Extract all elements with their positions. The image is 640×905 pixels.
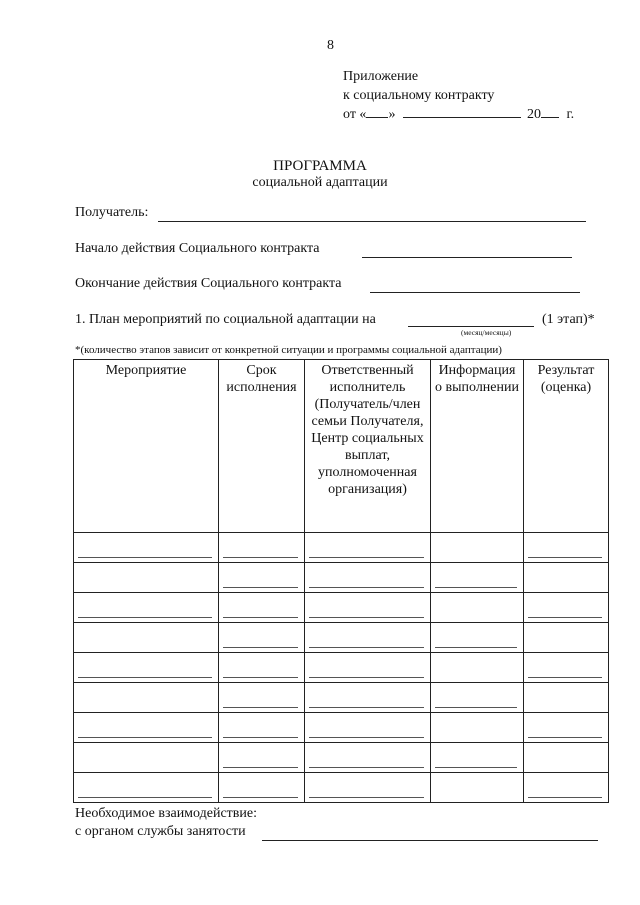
cell-underline	[78, 557, 212, 558]
table-row	[74, 533, 609, 563]
table-cell	[431, 533, 524, 563]
table-cell	[305, 623, 431, 653]
cell-underline	[528, 557, 602, 558]
cell-underline	[223, 617, 298, 618]
appendix-line-1: Приложение	[343, 69, 419, 84]
table-cell	[219, 623, 305, 653]
table-row	[74, 743, 609, 773]
table-cell	[305, 593, 431, 623]
table-cell	[219, 653, 305, 683]
table-cell	[219, 683, 305, 713]
table-cell	[219, 533, 305, 563]
table-row	[74, 683, 609, 713]
plan-label: 1. План мероприятий по социальной адаптации на	[75, 312, 376, 327]
table-cell	[431, 623, 524, 653]
table-cell	[74, 713, 219, 743]
table-cell	[305, 563, 431, 593]
footnote: *(количество этапов зависит от конкретной ситуации и программы социальной адаптации)	[75, 344, 502, 356]
cell-underline	[309, 557, 424, 558]
table-cell	[524, 563, 609, 593]
table-cell	[305, 683, 431, 713]
cell-underline	[223, 707, 298, 708]
employment-label: с органом службы занятости	[75, 824, 246, 839]
table-cell	[305, 653, 431, 683]
table-cell	[431, 773, 524, 803]
table-cell	[524, 683, 609, 713]
table-cell	[524, 653, 609, 683]
table-cell	[219, 563, 305, 593]
table-row	[74, 773, 609, 803]
table-cell	[431, 593, 524, 623]
table-cell	[74, 653, 219, 683]
cell-underline	[78, 677, 212, 678]
table-cell	[524, 743, 609, 773]
cell-underline	[223, 737, 298, 738]
page-number: 8	[327, 38, 334, 53]
cell-underline	[309, 587, 424, 588]
cell-underline	[78, 617, 212, 618]
header-responsible: Ответственный исполнитель (Получатель/член семьи Получателя, Центр социальных выплат, уполномоченная организация)	[305, 360, 431, 533]
cell-underline	[435, 647, 517, 648]
start-label: Начало действия Социального контракта	[75, 241, 320, 256]
recipient-label: Получатель:	[75, 205, 149, 220]
employment-line	[262, 840, 598, 841]
cell-underline	[435, 767, 517, 768]
appendix-line-2: к социальному контракту	[343, 88, 495, 103]
cell-underline	[309, 647, 424, 648]
appendix-date-suffix: г.	[566, 107, 575, 122]
start-line	[362, 257, 572, 258]
plan-period-line	[408, 326, 534, 327]
table-cell	[431, 683, 524, 713]
appendix-date-line	[343, 107, 574, 123]
table-cell	[74, 743, 219, 773]
appendix-date-quote: »	[388, 107, 396, 122]
table-cell	[74, 683, 219, 713]
table-cell	[74, 563, 219, 593]
table-row	[74, 713, 609, 743]
cell-underline	[309, 707, 424, 708]
plan-period-caption: (месяц/месяцы)	[461, 328, 512, 337]
header-activity: Мероприятие	[74, 360, 219, 533]
cell-underline	[528, 677, 602, 678]
cell-underline	[528, 737, 602, 738]
appendix-date-year: 20	[526, 107, 541, 122]
header-completion-info: Информация о выполнении	[431, 360, 524, 533]
table-cell	[219, 593, 305, 623]
cell-underline	[223, 647, 298, 648]
table-cell	[431, 563, 524, 593]
cell-underline	[223, 557, 298, 558]
end-line	[370, 292, 580, 293]
recipient-line	[158, 221, 586, 222]
table-cell	[431, 713, 524, 743]
cell-underline	[435, 707, 517, 708]
cell-underline	[309, 677, 424, 678]
cell-underline	[528, 617, 602, 618]
program-title: ПРОГРАММА	[273, 158, 367, 174]
program-subtitle: социальной адаптации	[252, 175, 388, 190]
cell-underline	[223, 797, 298, 798]
appendix-date-prefix: от «	[343, 107, 367, 122]
table-cell	[219, 713, 305, 743]
table-cell	[524, 623, 609, 653]
cell-underline	[309, 617, 424, 618]
cell-underline	[435, 587, 517, 588]
cell-underline	[309, 767, 424, 768]
table-row	[74, 653, 609, 683]
table-row	[74, 623, 609, 653]
table-cell	[524, 713, 609, 743]
table-cell	[74, 593, 219, 623]
cell-underline	[223, 767, 298, 768]
end-label: Окончание действия Социального контракта	[75, 276, 342, 291]
table-cell	[305, 713, 431, 743]
table-cell	[219, 773, 305, 803]
table-cell	[219, 743, 305, 773]
table-row	[74, 593, 609, 623]
cell-underline	[78, 737, 212, 738]
table-cell	[524, 593, 609, 623]
header-result: Результат (оценка)	[524, 360, 609, 533]
plan-stage: (1 этап)*	[542, 312, 595, 327]
table-cell	[74, 623, 219, 653]
cell-underline	[528, 797, 602, 798]
table-cell	[524, 773, 609, 803]
plan-table-body	[74, 533, 609, 803]
table-cell	[74, 773, 219, 803]
table-cell	[524, 533, 609, 563]
cell-underline	[309, 797, 424, 798]
table-cell	[431, 653, 524, 683]
header-deadline: Срок исполнения	[219, 360, 305, 533]
cell-underline	[309, 737, 424, 738]
table-cell	[74, 533, 219, 563]
interaction-label: Необходимое взаимодействие:	[75, 806, 258, 821]
cell-underline	[78, 797, 212, 798]
table-cell	[305, 533, 431, 563]
cell-underline	[223, 677, 298, 678]
table-cell	[431, 743, 524, 773]
table-cell	[305, 743, 431, 773]
table-row	[74, 563, 609, 593]
table-cell	[305, 773, 431, 803]
plan-table	[73, 359, 609, 803]
cell-underline	[223, 587, 298, 588]
